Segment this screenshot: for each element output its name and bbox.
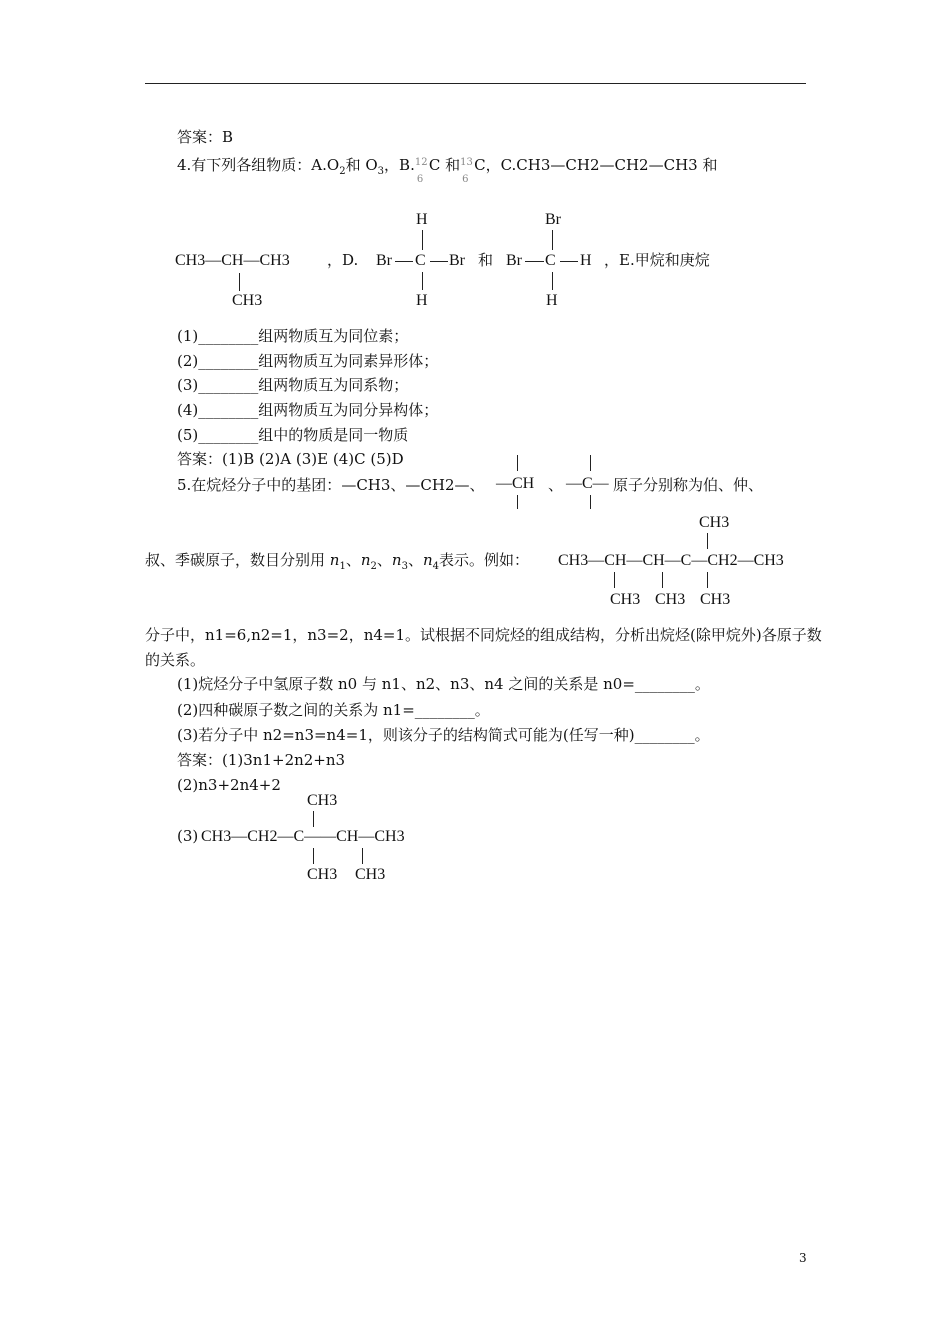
answer-q5-2: (2)n3+2n4+2	[177, 776, 281, 794]
answer-q5-1: 答案：(1)3n1+2n2+n3	[177, 751, 346, 769]
q5-prompt: 5.在烷烃分子中的基团：—CH3、—CH2—、	[177, 476, 485, 494]
q4-item-4: (4)________组两物质互为同分异构体；	[177, 401, 439, 419]
q4-item-3: (3)________组两物质互为同系物；	[177, 376, 409, 394]
q5-line3: 分子中，n1=6,n2=1，n3=2，n4=1。试根据不同烷烃的组成结构，分析出烷烃(除甲烷外)各原子数	[145, 626, 822, 644]
answer-structure: CH3—CH2—C——CH—CH3	[201, 828, 405, 845]
q4-item-2: (2)________组两物质互为同素异形体；	[177, 352, 439, 370]
q5-sub3: (3)若分子中 n2=n3=n4=1，则该分子的结构简式可能为(任写一种)________。	[177, 726, 710, 744]
page-number: 3	[799, 1251, 807, 1265]
q5-line4: 的关系。	[145, 651, 206, 669]
q4-item-5: (5)________组中的物质是同一物质	[177, 426, 409, 444]
answer-q3: 答案：B	[177, 128, 234, 146]
q5-line2: 叔、季碳原子，数目分别用 $n_1$、$n_2$、$n_3$、$n_4$表示。例如：	[145, 551, 530, 572]
q4-prompt: 4.有下列各组物质：$A.O_2$和 $O_3$，B. 12 6 C 和 13 6 C，C.CH3—CH2—CH2—CH3 和	[177, 156, 718, 185]
answer-q4: 答案：(1)B (2)A (3)E (4)C (5)D	[177, 450, 404, 468]
example-chain: CH3—CH—CH—C—CH2—CH3	[558, 552, 784, 569]
isobutane-branch: CH3	[232, 292, 263, 309]
header-rule	[145, 83, 806, 84]
q5-sub1: (1)烷烃分子中氢原子数 n0 与 n1、n2、n3、n4 之间的关系是 n0=________。	[177, 675, 710, 693]
isobutane-chain: CH3—CH—CH3	[175, 252, 290, 269]
q5-sub2: (2)四种碳原子数之间的关系为 n1=________。	[177, 701, 490, 719]
q4-item-1: (1)________组两物质互为同位素；	[177, 327, 409, 345]
